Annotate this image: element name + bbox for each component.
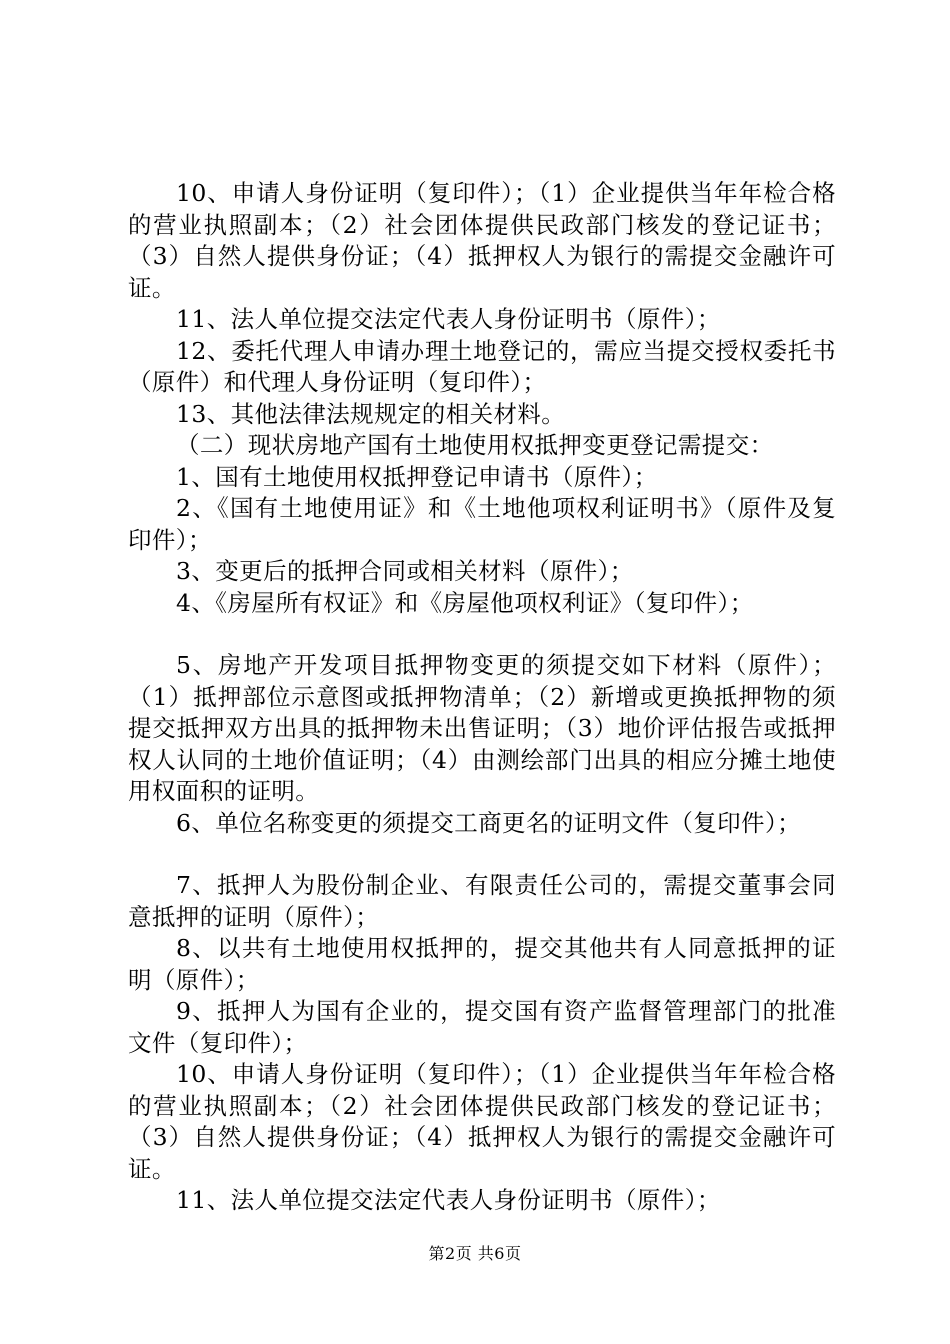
section-heading-2: （二）现状房地产国有土地使用权抵押变更登记需提交：: [176, 431, 774, 459]
page-number-footer: 第2页 共6页: [428, 1244, 522, 1263]
blank-line: [128, 619, 836, 650]
paragraph-item-5: 5、房地产开发项目抵押物变更的须提交如下材料（原件）；（1）抵押部位示意图或抵押物清单；（2）新增或更换抵押物的须提交抵押双方出具的抵押物未出售证明；（3）地价评估报告或抵押权人认同的土地价值证明；（4）由测绘部门出具的相应分摊土地使用权面积的证明。: [128, 651, 836, 805]
paragraph-item-3: 3、变更后的抵押合同或相关材料（原件）；: [176, 557, 634, 585]
paragraph-item-9: 9、抵押人为国有企业的，提交国有资产监督管理部门的批准文件（复印件）；: [128, 997, 836, 1057]
paragraph-item-11: 11、法人单位提交法定代表人身份证明书（原件）；: [176, 305, 721, 333]
paragraph-item-7: 7、抵押人为股份制企业、有限责任公司的，需提交董事会同意抵押的证明（原件）；: [128, 871, 836, 931]
paragraph-item-2: 2、《国有土地使用证》和《土地他项权利证明书》（原件及复印件）；: [128, 494, 836, 554]
paragraph-item-11-repeat: 11、法人单位提交法定代表人身份证明书（原件）；: [176, 1186, 721, 1214]
document-body: [128, 178, 836, 1217]
paragraph-item-10: 10、申请人身份证明（复印件）；（1）企业提供当年年检合格的营业执照副本；（2）社会团体提供民政部门核发的登记证书；（3）自然人提供身份证；（4）抵押权人为银行的需提交金融许可证。: [128, 179, 836, 302]
paragraph-item-6: 6、单位名称变更的须提交工商更名的证明文件（复印件）；: [176, 808, 802, 837]
paragraph-item-8: 8、以共有土地使用权抵押的，提交其他共有人同意抵押的证明（原件）；: [128, 934, 836, 994]
paragraph-item-1: 1、国有土地使用权抵押登记申请书（原件）；: [176, 462, 658, 491]
paragraph-item-12: 12、委托代理人申请办理土地登记的，需应当提交授权委托书（原件）和代理人身份证明（复印件）；: [128, 336, 836, 396]
paragraph-item-4: 4、《房屋所有权证》和《房屋他项权利证》（复印件）；: [176, 588, 754, 617]
paragraph-item-10-repeat: 10、申请人身份证明（复印件）；（1）企业提供当年年检合格的营业执照副本；（2）社会团体提供民政部门核发的登记证书；（3）自然人提供身份证；（4）抵押权人为银行的需提交金融许可证。: [128, 1060, 836, 1183]
blank-line: [128, 839, 836, 870]
paragraph-item-13: 13、其他法律法规规定的相关材料。: [176, 399, 566, 428]
